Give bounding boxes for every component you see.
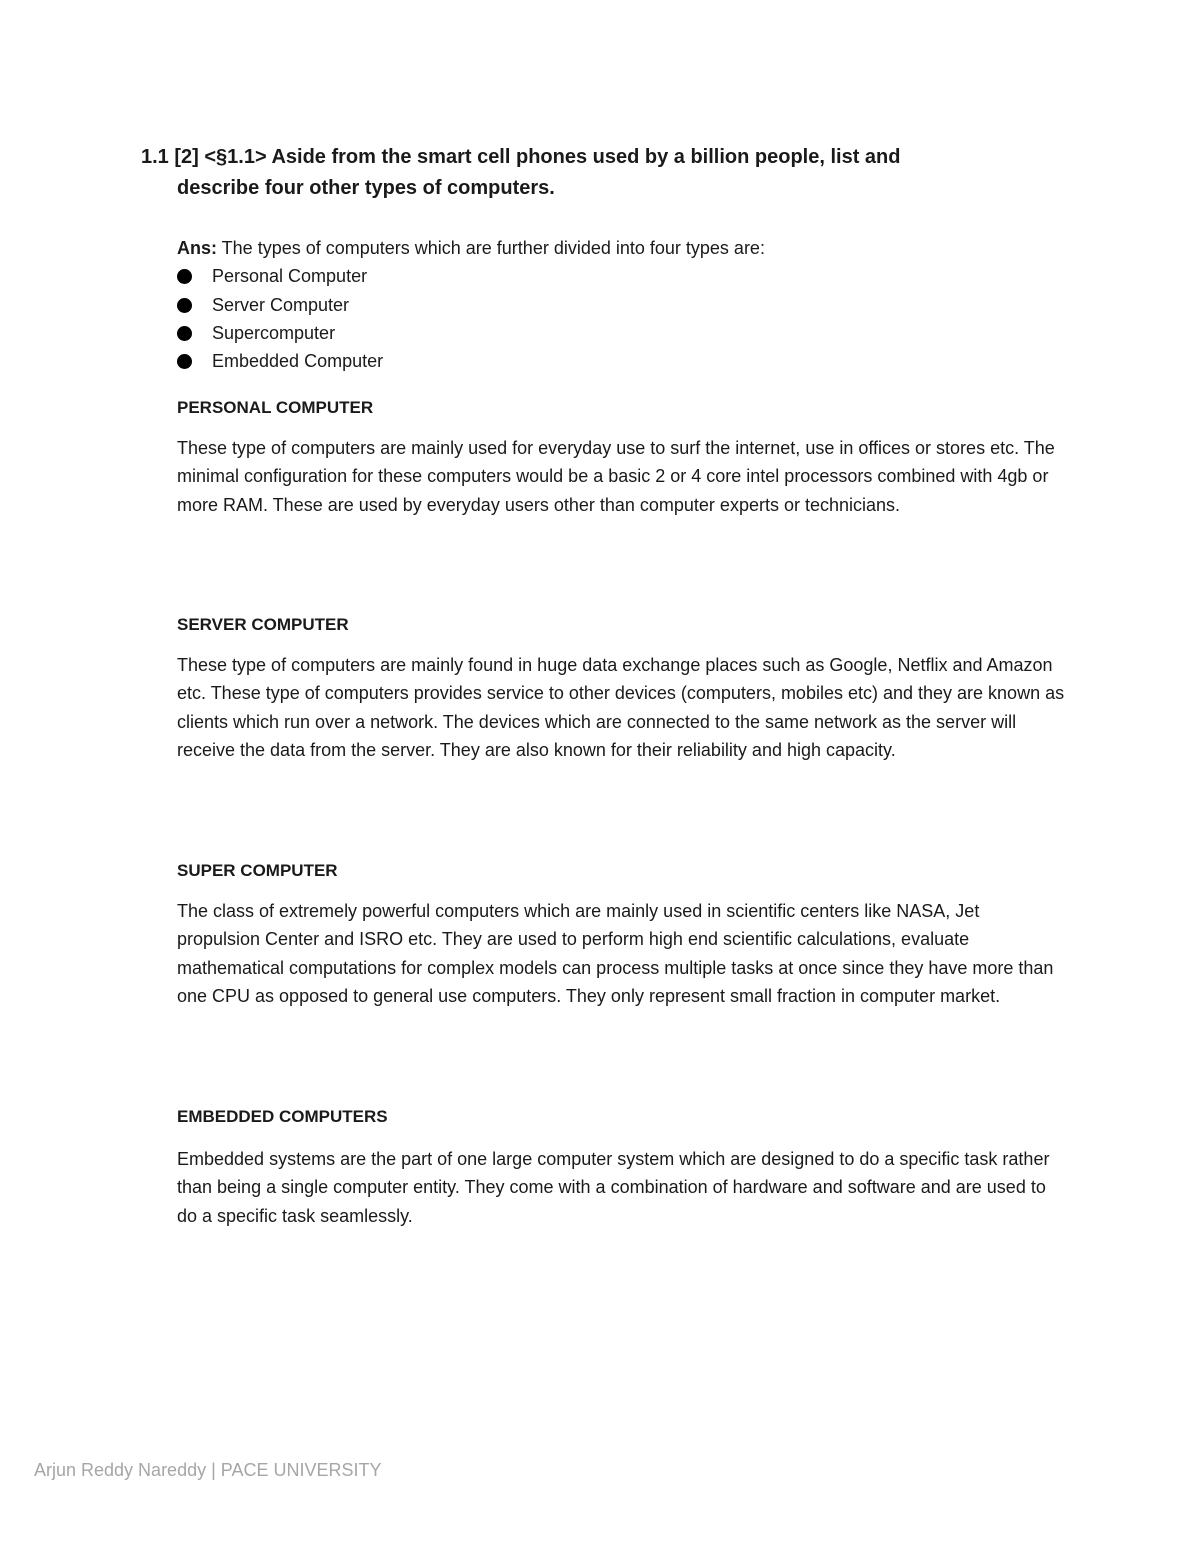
section-heading: PERSONAL COMPUTER bbox=[177, 398, 374, 417]
section-heading: EMBEDDED COMPUTERS bbox=[177, 1107, 388, 1126]
computer-types-list bbox=[177, 262, 1077, 375]
section-heading: SUPER COMPUTER bbox=[177, 861, 338, 880]
list-item-label: Supercomputer bbox=[212, 322, 336, 343]
question-text bbox=[141, 142, 961, 204]
answer-block bbox=[177, 234, 1077, 375]
section-body: These type of computers are mainly used for everyday use to surf the internet, use in offices or stores etc. The minimal configuration for these computers would be a basic 2 or 4 core intel processors combined with 4gb or more RAM. These are used by everyday users other than computer experts or technicians. bbox=[177, 438, 1055, 515]
section-body: The class of extremely powerful computers which are mainly used in scientific centers like NASA, Jet propulsion Center and ISRO etc. They are used to perform high end scientific calculations, evaluate mathematical computations for complex models can process multiple tasks at once since they have more than one CPU as opposed to general use computers. They only represent small fraction in computer market. bbox=[177, 901, 1054, 1006]
section-server-computer bbox=[177, 612, 1067, 764]
list-item-label: Embedded Computer bbox=[212, 351, 384, 372]
question-line-2: describe four other types of computers. bbox=[177, 177, 555, 199]
question-line-1: 1.1 [2] <§1.1> Aside from the smart cell phones used by a billion people, list and bbox=[141, 146, 901, 168]
section-heading: SERVER COMPUTER bbox=[177, 615, 349, 634]
list-item bbox=[177, 262, 1077, 290]
page-footer: Arjun Reddy Nareddy | PACE UNIVERSITY bbox=[34, 1460, 382, 1480]
section-body: These type of computers are mainly found in huge data exchange places such as Google, Netflix and Amazon etc. These type of computers provides service to other devices (computers, mobiles etc) and they are known as clients which run over a network. The devices which are connected to the same network as the server will receive the data from the server. They are also known for their reliability and high capacity. bbox=[177, 655, 1065, 760]
list-item bbox=[177, 347, 1077, 375]
section-super-computer bbox=[177, 858, 1067, 1010]
list-item bbox=[177, 319, 1077, 347]
section-body: Embedded systems are the part of one large computer system which are designed to do a specific task rather than being a single computer entity. They come with a combination of hardware and software and are used to do a specific task seamlessly. bbox=[177, 1149, 1050, 1226]
list-item-label: Personal Computer bbox=[212, 266, 368, 287]
section-embedded-computers bbox=[177, 1104, 1067, 1230]
list-item-label: Server Computer bbox=[212, 294, 350, 315]
bullet-icon bbox=[177, 326, 192, 341]
answer-intro bbox=[177, 234, 1077, 262]
section-personal-computer bbox=[177, 395, 1067, 519]
bullet-icon bbox=[177, 298, 192, 313]
answer-label: Ans: bbox=[177, 238, 217, 258]
answer-intro-text: The types of computers which are further divided into four types are: bbox=[217, 238, 765, 258]
list-item bbox=[177, 291, 1077, 319]
